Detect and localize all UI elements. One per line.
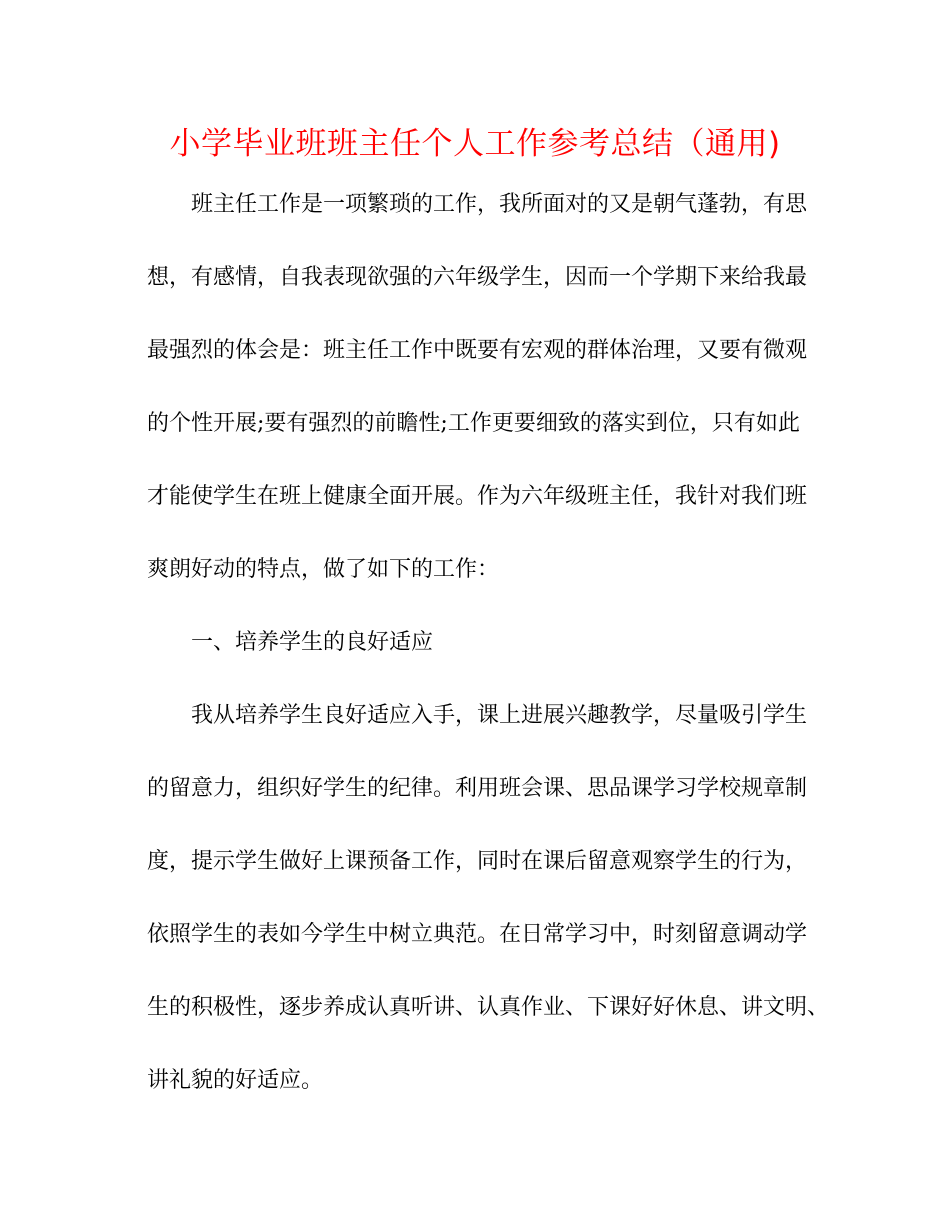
section-heading: 一、培养学生的良好适应 [191, 630, 434, 655]
paragraph-line: 爽朗好动的特点，做了如下的工作： [147, 557, 500, 582]
paragraph-line: 依照学生的表如今学生中树立典范。在日常学习中，时刻留意调动学 [147, 922, 808, 947]
paragraph-line: 班主任工作是一项繁琐的工作，我所面对的又是朝气蓬勃，有思 [191, 192, 808, 217]
paragraph-line: 讲礼貌的好适应。 [147, 1068, 324, 1093]
document-title: 小学毕业班班主任个人工作参考总结（通用) [169, 126, 781, 162]
paragraph-line: 生的积极性，逐步养成认真听讲、认真作业、下课好好休息、讲文明、 [147, 995, 830, 1020]
document-body [147, 168, 830, 1117]
paragraph-line: 度，提示学生做好上课预备工作，同时在课后留意观察学生的行为， [147, 849, 808, 874]
paragraph-line: 我从培养学生良好适应入手，课上进展兴趣教学，尽量吸引学生 [191, 703, 808, 728]
paragraph-line: 才能使学生在班上健康全面开展。作为六年级班主任，我针对我们班 [147, 484, 808, 509]
paragraph-line: 最强烈的体会是：班主任工作中既要有宏观的群体治理，又要有微观 [147, 338, 808, 363]
paragraph-line: 的个性开展;要有强烈的前瞻性;工作更要细致的落实到位，只有如此 [147, 411, 800, 436]
paragraph-line: 想，有感情，自我表现欲强的六年级学生，因而一个学期下来给我最 [147, 265, 808, 290]
paragraph-line: 的留意力，组织好学生的纪律。利用班会课、思品课学习学校规章制 [147, 776, 808, 801]
